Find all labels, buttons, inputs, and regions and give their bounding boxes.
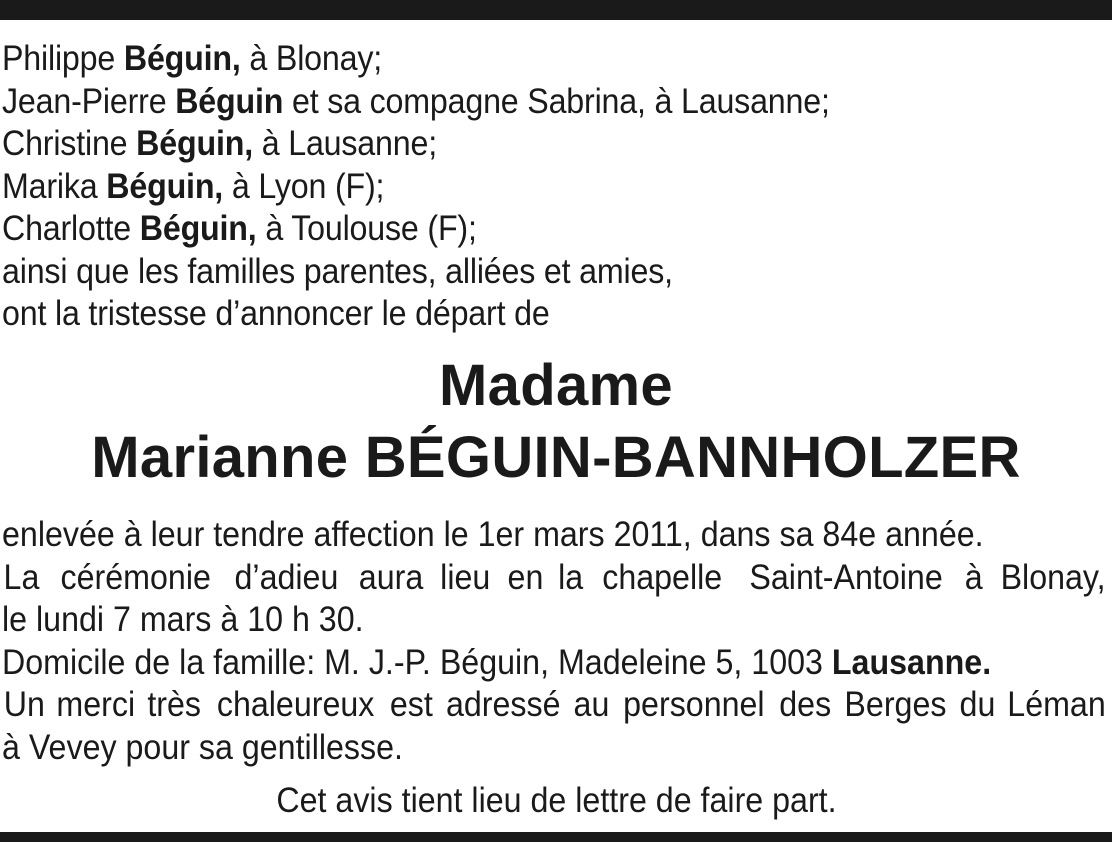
family-member-4: [2, 166, 1021, 209]
family-member-1: [2, 38, 1021, 81]
thanks-line: [2, 684, 1110, 727]
family-member-3: [2, 123, 1021, 166]
word: cérémonie: [60, 557, 211, 597]
word: des: [779, 685, 832, 724]
announce-line: ont la tristesse d’annoncer le départ de: [2, 294, 550, 333]
word: Léman: [1007, 685, 1106, 724]
word: très: [147, 685, 202, 724]
thanks-continuation-line: à Vevey pour sa gentillesse.: [2, 727, 403, 767]
word: personnel: [623, 685, 765, 724]
first-name: Philippe: [2, 39, 116, 78]
word: en: [507, 557, 544, 597]
family-list: [2, 38, 1021, 336]
family-member-5: [2, 208, 1021, 251]
word: chapelle: [602, 557, 723, 597]
ceremony-line: [2, 557, 1110, 600]
first-name: Charlotte: [2, 209, 132, 248]
word: Saint-Antoine: [749, 557, 943, 597]
passing-line: enlevée à leur tendre affection le 1er mars 2011, dans sa 84e année.: [2, 515, 984, 554]
word: à: [964, 557, 983, 597]
word: aura: [358, 557, 423, 597]
word: chaleureux: [216, 685, 375, 724]
bottom-rule: [0, 832, 1112, 842]
word: adressé: [445, 685, 561, 724]
surname: Béguin,: [106, 166, 224, 206]
domicile-address: Domicile de la famille: M. J.-P. Béguin, Madeleine 5, 1003: [2, 642, 823, 682]
member-detail: à Lyon (F);: [231, 166, 385, 206]
member-detail: à Blonay;: [249, 39, 383, 78]
word: La: [3, 557, 40, 597]
word: du: [959, 685, 995, 724]
surname: Béguin: [175, 81, 284, 121]
word: Un: [3, 685, 45, 724]
word: au: [573, 685, 610, 724]
announcement-details: [2, 514, 1110, 769]
word: la: [558, 557, 584, 597]
word: merci: [56, 685, 136, 724]
deceased-name-block: [0, 350, 1112, 494]
member-detail: et sa compagne Sabrina, à Lausanne;: [291, 81, 830, 121]
member-detail: à Toulouse (F);: [265, 209, 477, 248]
word: lieu: [440, 557, 491, 597]
family-member-2: [2, 81, 1021, 124]
surname: Béguin,: [139, 209, 257, 248]
word: Blonay,: [1000, 557, 1106, 597]
domicile-city: Lausanne.: [831, 642, 992, 682]
first-name: Christine: [2, 124, 128, 163]
word: est: [389, 685, 433, 724]
word: d’adieu: [234, 557, 339, 597]
first-name: Marika: [2, 166, 98, 206]
ceremony-date-line: le lundi 7 mars à 10 h 30.: [2, 600, 364, 639]
deceased-title: Madame: [439, 353, 673, 418]
top-rule: [0, 0, 1112, 20]
relatives-line: ainsi que les familles parentes, alliées et amies,: [2, 251, 673, 291]
deceased-full-name: Marianne BÉGUIN-BANNHOLZER: [91, 425, 1021, 490]
closing-text: Cet avis tient lieu de lettre de faire part.: [275, 781, 837, 820]
member-detail: à Lausanne;: [261, 124, 437, 163]
domicile-line: [2, 642, 1021, 685]
surname: Béguin,: [123, 39, 241, 78]
closing-line: [0, 780, 1112, 822]
surname: Béguin,: [136, 124, 253, 163]
word: Berges: [844, 685, 947, 724]
first-name: Jean-Pierre: [2, 81, 167, 121]
